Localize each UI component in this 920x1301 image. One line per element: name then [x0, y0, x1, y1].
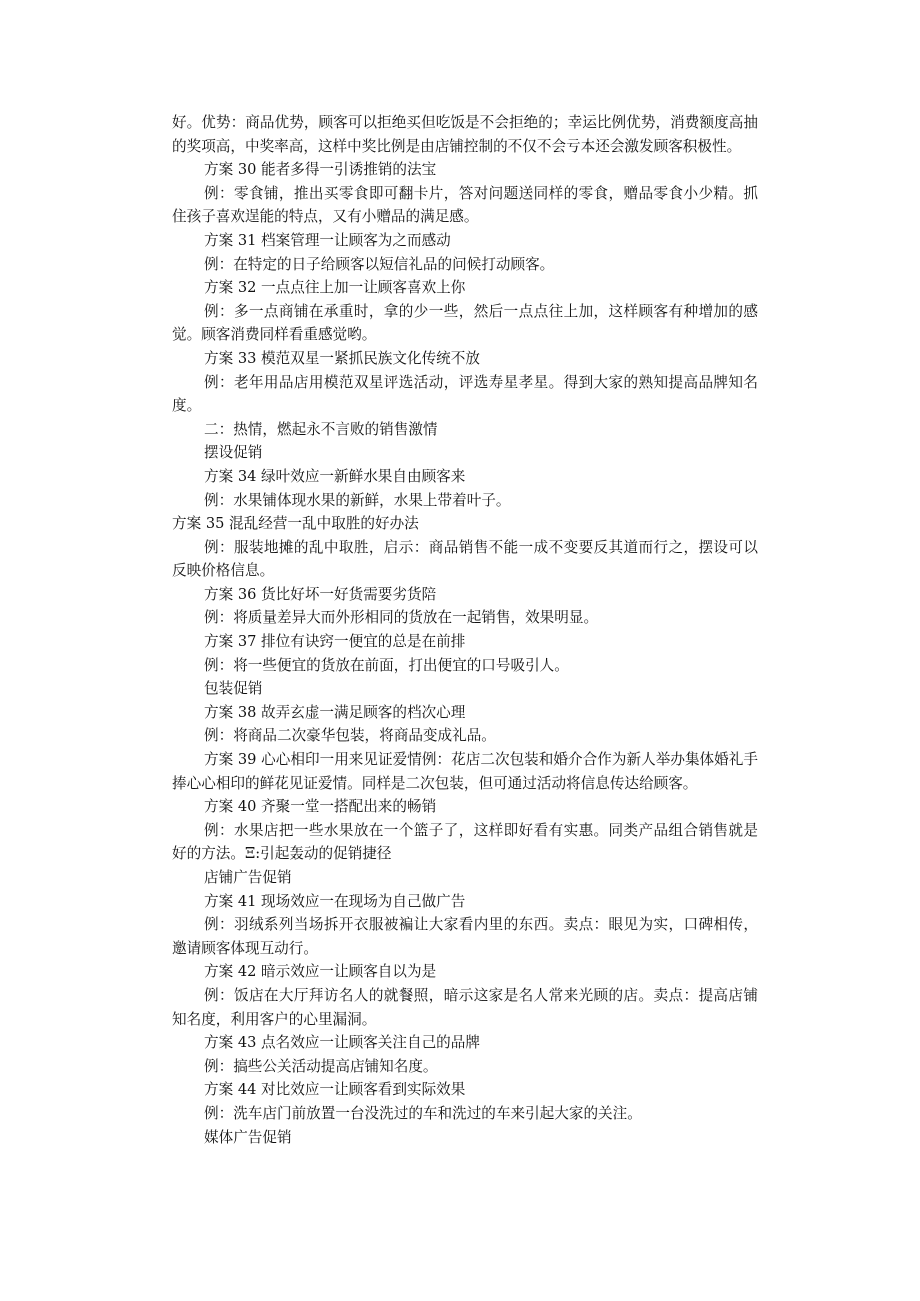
paragraph: 例：服装地摊的乱中取胜，启示：商品销售不能一成不变要反其道而行之，摆设可以反映价格信息。 — [172, 538, 758, 580]
paragraph: 例：在特定的日子给顾客以短信礼品的问候打动顾客。 — [204, 255, 555, 273]
paragraph: 摆设促销 — [204, 444, 263, 462]
paragraph: 包装促销 — [204, 680, 263, 698]
paragraph: 店铺广告促销 — [204, 869, 292, 886]
paragraph: 例：将质量差异大而外形相同的货放在一起销售，效果明显。 — [204, 609, 599, 627]
paragraph: 方案 43 点名效应一让顾客关注自己的品牌 — [204, 1034, 480, 1052]
paragraph: 例：水果铺体现水果的新鲜，水果上带着叶子。 — [204, 491, 511, 509]
paragraph: 例：将商品二次豪华包装，将商品变成礼品。 — [204, 727, 496, 745]
paragraph: 好。优势：商品优势，顾客可以拒绝买但吃饭是不会拒绝的；幸运比例优势，消费额度高抽的奖项高，中奖率高，这样中奖比例是由店铺控制的不仅不会亏本还会激发顾客积极性。 — [172, 114, 758, 155]
paragraph: 方案 37 排位有诀窍一便宜的总是在前排 — [204, 633, 466, 651]
paragraph: 方案 35 混乱经营一乱中取胜的好办法 — [172, 515, 419, 533]
paragraph: 方案 33 模范双星一紧抓民族文化传统不放 — [204, 349, 480, 367]
paragraph: 二：热情，燃起永不言败的销售激情 — [204, 420, 438, 438]
paragraph: 方案 40 齐聚一堂一搭配出来的畅销 — [204, 798, 437, 816]
paragraph: 例：将一些便宜的货放在前面，打出便宜的口号吸引人。 — [204, 656, 569, 674]
paragraph: 方案 36 货比好坏一好货需要劣货陪 — [204, 585, 437, 603]
paragraph: 方案 39 心心相印一用来见证爱情例：花店二次包装和婚介合作为新人举办集体婚礼手捧心心相印的鲜花见证爱情。同样是二次包装，但可通过活动将信息传达给顾客。 — [172, 751, 758, 792]
paragraph: 方案 34 绿叶效应一新鲜水果自由顾客来 — [204, 467, 466, 485]
paragraph: 方案 44 对比效应一让顾客看到实际效果 — [204, 1081, 466, 1099]
paragraph: 方案 31 档案管理一让顾客为之而感动 — [204, 231, 451, 249]
paragraph: 方案 41 现场效应一在现场为自己做广告 — [204, 892, 466, 910]
paragraph: 例：饭店在大厅拜访名人的就餐照，暗示这家是名人常来光顾的店。卖点：提高店铺知名度，利用客户的心里漏洞。 — [172, 986, 758, 1028]
paragraph: 例：零食铺，推出买零食即可翻卡片，答对问题送同样的零食，赠品零食小少精。抓住孩子喜欢逞能的特点，又有小赠品的满足感。 — [172, 184, 758, 226]
paragraph: 方案 38 故弄玄虚一满足顾客的档次心理 — [204, 703, 466, 721]
paragraph: 例：水果店把一些水果放在一个篮子了，这样即好看有实惠。同类产品组合销售就是好的方法。Ξ:引起轰动的促销捷径 — [172, 821, 758, 863]
paragraph: 例：老年用品店用模范双星评选活动，评选寿星孝星。得到大家的熟知提高品牌知名度。 — [172, 373, 758, 415]
paragraph: 方案 30 能者多得一引诱推销的法宝 — [204, 161, 437, 179]
paragraph: 例：多一点商铺在承重时，拿的少一些，然后一点点往上加，这样顾客有种增加的感觉。顾客消费同样看重感觉哟。 — [172, 302, 758, 344]
paragraph: 方案 42 暗示效应一让顾客自以为是 — [204, 963, 437, 981]
paragraph: 媒体广告促销 — [204, 1128, 292, 1146]
paragraph: 例：羽绒系列当场拆开衣服被褊让大家看内里的东西。卖点：眼见为实，口碑相传，邀请顾客体现互动行。 — [172, 916, 758, 957]
document-body — [172, 111, 758, 1149]
paragraph: 例：洗车店门前放置一台没洗过的车和洗过的车来引起大家的关注。 — [204, 1104, 642, 1122]
paragraph: 例：搞些公关活动提高店铺知名度。 — [204, 1057, 438, 1075]
paragraph: 方案 32 一点点往上加一让顾客喜欢上你 — [204, 279, 466, 297]
